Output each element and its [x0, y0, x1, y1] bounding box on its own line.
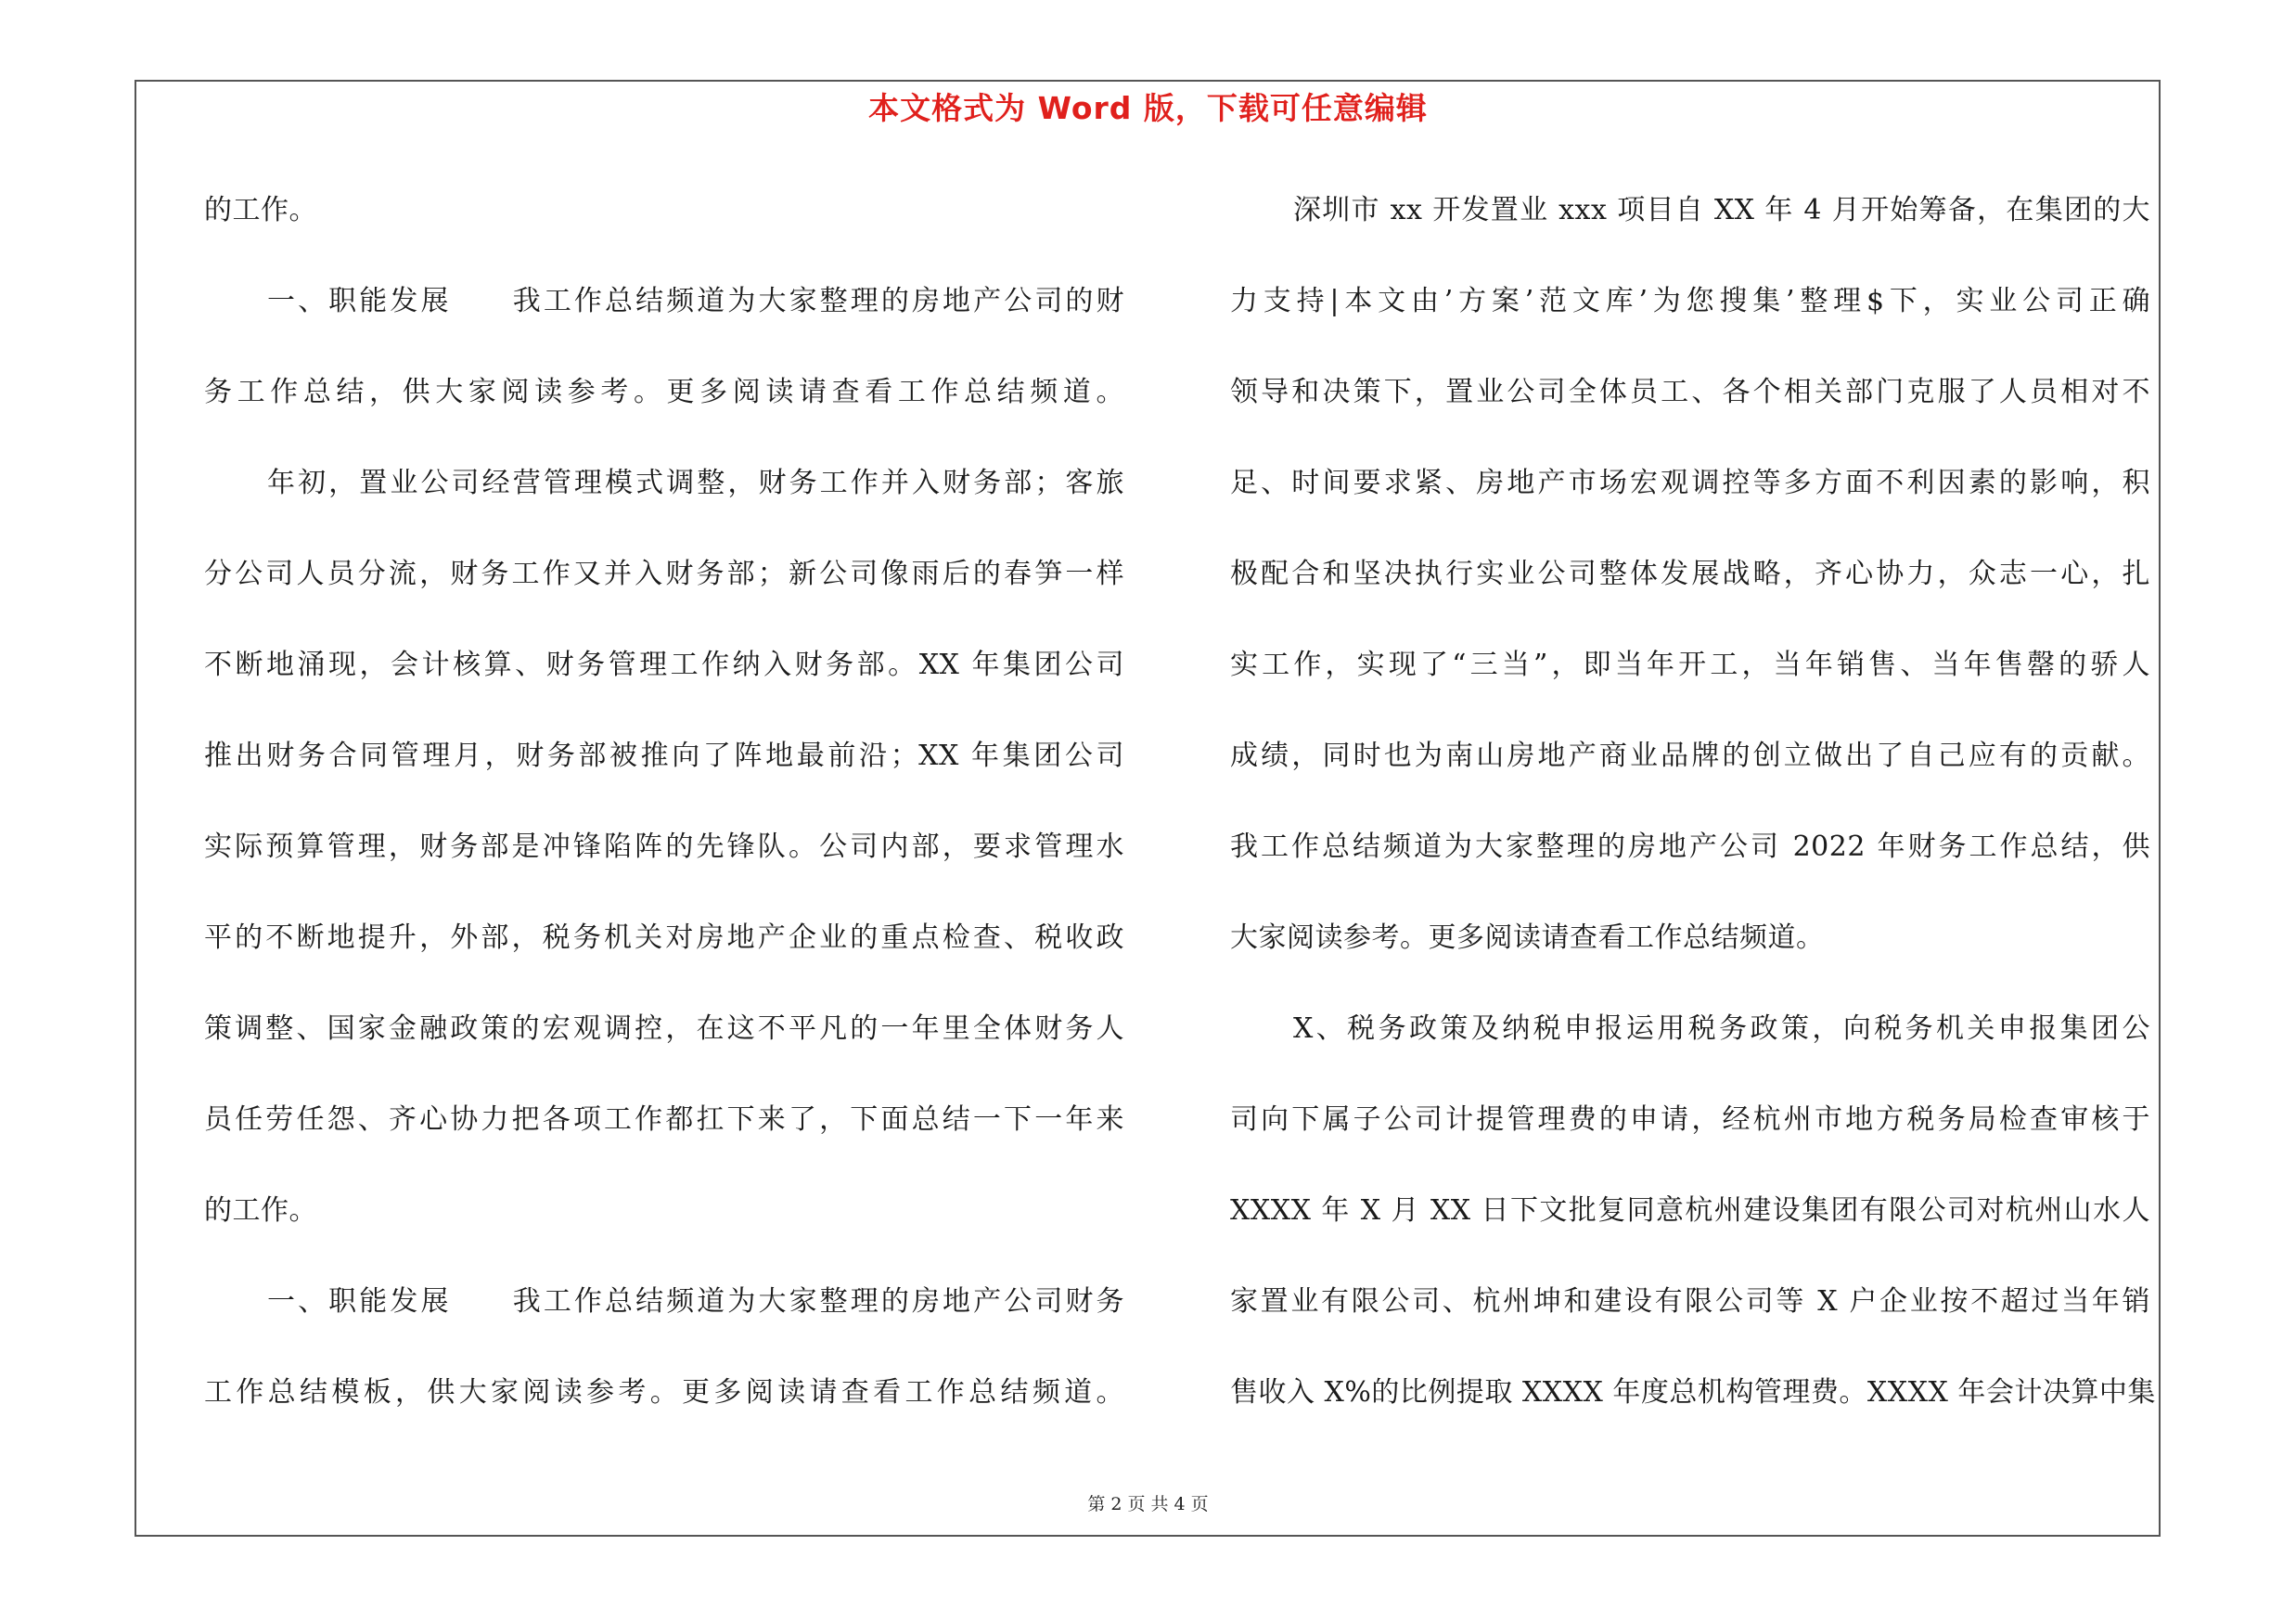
- text-line: 策调整、国家金融政策的宏观调控，在这不平凡的一年里全体财务人: [204, 1012, 1124, 1045]
- text-line: 力支持|本文由’方案’范文库’为您搜集’整理$下，实业公司正确: [1230, 285, 2150, 317]
- text-line: 足、时间要求紧、房地产市场宏观调控等多方面不利因素的影响，积: [1230, 467, 2150, 499]
- text-line: 大家阅读参考。更多阅读请查看工作总结频道。: [1230, 921, 1825, 954]
- text-line: 工作总结模板，供大家阅读参考。更多阅读请查看工作总结频道。: [204, 1376, 1124, 1409]
- text-line: 家置业有限公司、杭州坤和建设有限公司等 X 户企业按不超过当年销: [1230, 1285, 2150, 1318]
- text-line: 分公司人员分流，财务工作又并入财务部；新公司像雨后的春笋一样: [204, 558, 1124, 590]
- left-text-column: [204, 183, 1124, 1456]
- text-line: 一、职能发展 我工作总结频道为大家整理的房地产公司的财: [267, 285, 1124, 317]
- right-text-column: [1230, 183, 2156, 1456]
- text-line: 一、职能发展 我工作总结频道为大家整理的房地产公司财务: [267, 1285, 1124, 1318]
- text-line: 我工作总结频道为大家整理的房地产公司 2022 年财务工作总结，供: [1230, 831, 2150, 863]
- text-line: 的工作。: [204, 1194, 317, 1227]
- text-line: 深圳市 xx 开发置业 xxx 项目自 XX 年 4 月开始筹备，在集团的大: [1293, 194, 2150, 226]
- text-line: 的工作。: [204, 194, 317, 226]
- text-line: 领导和决策下，置业公司全体员工、各个相关部门克服了人员相对不: [1230, 376, 2150, 408]
- text-line: 不断地涌现，会计核算、财务管理工作纳入财务部。XX 年集团公司: [204, 649, 1124, 681]
- text-line: 平的不断地提升，外部，税务机关对房地产企业的重点检查、税收政: [204, 921, 1124, 954]
- text-line: 年初，置业公司经营管理模式调整，财务工作并入财务部；客旅: [267, 467, 1124, 499]
- text-line: 实际预算管理，财务部是冲锋陷阵的先锋队。公司内部，要求管理水: [204, 831, 1124, 863]
- text-line: X、税务政策及纳税申报运用税务政策，向税务机关申报集团公: [1293, 1012, 2150, 1045]
- text-line: 司向下属子公司计提管理费的申请，经杭州市地方税务局检查审核于: [1230, 1103, 2150, 1136]
- text-line: 极配合和坚决执行实业公司整体发展战略，齐心协力，众志一心，扎: [1230, 558, 2150, 590]
- text-line: XXXX 年 X 月 XX 日下文批复同意杭州建设集团有限公司对杭州山水人: [1230, 1194, 2150, 1227]
- text-line: 推出财务合同管理月，财务部被推向了阵地最前沿；XX 年集团公司: [204, 740, 1124, 772]
- page-number: 第 2 页 共 4 页: [1087, 1494, 1209, 1514]
- text-line: 员任劳任怨、齐心协力把各项工作都扛下来了，下面总结一下一年来: [204, 1103, 1124, 1136]
- text-line: 务工作总结，供大家阅读参考。更多阅读请查看工作总结频道。: [204, 376, 1124, 408]
- text-line: 实工作，实现了“三当”，即当年开工，当年销售、当年售罄的骄人: [1230, 649, 2150, 681]
- word-format-notice: 本文格式为 Word 版，下载可任意编辑: [868, 90, 1428, 126]
- text-line: 售收入 X%的比例提取 XXXX 年度总机构管理费。XXXX 年会计决算中集: [1230, 1376, 2156, 1409]
- text-line: 成绩，同时也为南山房地产商业品牌的创立做出了自己应有的贡献。: [1230, 740, 2150, 772]
